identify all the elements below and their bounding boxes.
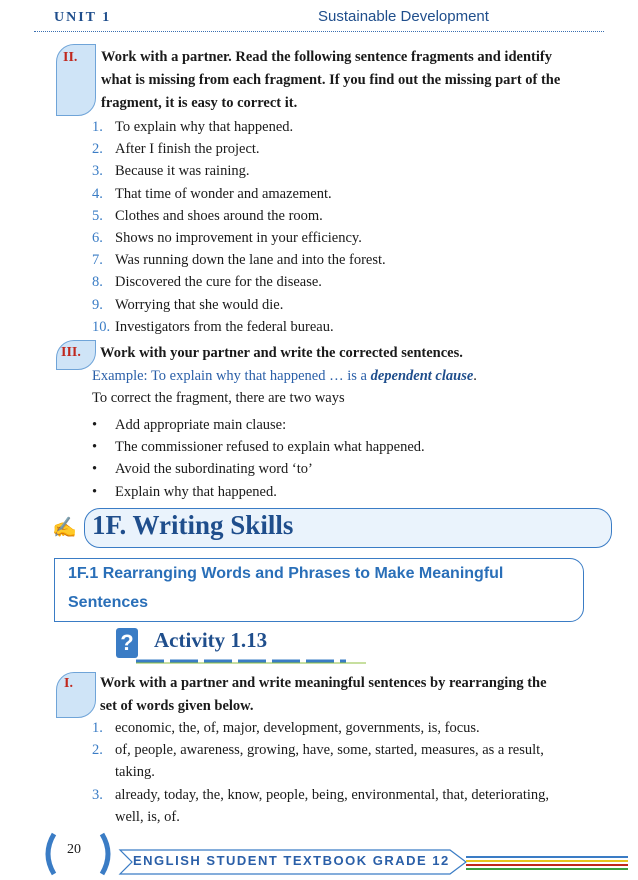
item-number: 2. [92, 141, 103, 158]
list-item [92, 160, 592, 182]
bullet-icon: • [92, 439, 98, 456]
example-line: Example: To explain why that happened … is a dependent clause. [92, 368, 477, 384]
list-item [92, 458, 592, 480]
section-label-ii: II. [63, 50, 78, 65]
correction-bullets [92, 414, 592, 503]
item-text: Worrying that she would die. [115, 296, 284, 313]
item-text: Shows no improvement in your efficiency. [115, 229, 362, 246]
list-item [92, 787, 592, 831]
page-number: 20 [67, 842, 81, 857]
item-text: The commissioner refused to explain what happened. [115, 439, 425, 456]
list-item [92, 436, 592, 458]
list-item [92, 183, 592, 205]
section-i-instruction: Work with a partner and write meaningful sentences by rearranging the set of words given below. [100, 675, 547, 714]
item-number: 10. [92, 318, 111, 335]
question-icon: ? [116, 628, 138, 658]
activity-title: Activity 1.13 [154, 628, 268, 652]
footer-title: ENGLISH STUDENT TEXTBOOK GRADE 12 [133, 853, 450, 868]
list-item [92, 316, 592, 338]
item-number: 4. [92, 185, 103, 202]
item-number: 7. [92, 252, 103, 269]
list-item [92, 481, 592, 503]
list-item [92, 742, 592, 786]
item-number: 2. [92, 742, 103, 758]
item-text: Discovered the cure for the disease. [115, 274, 322, 291]
chapter-title: Sustainable Development [318, 8, 489, 25]
item-text: economic, the, of, major, development, governments, is, focus. [115, 720, 480, 736]
item-text: Was running down the lane and into the forest. [115, 252, 386, 269]
subsection-title-line1: 1F.1 Rearranging Words and Phrases to Make Meaningful [68, 565, 504, 582]
section-ii-instruction: Work with a partner. Read the following sentence fragments and identify what is missing from each fragment. If you find out the missing part of the fragment, it is easy to correct it. [101, 49, 561, 111]
list-item [92, 414, 592, 436]
item-number: 3. [92, 163, 103, 180]
item-text: already, today, the, know, people, being, environmental, that, deteriorating, [115, 787, 550, 803]
item-number: 6. [92, 229, 103, 246]
activity-underline [136, 658, 366, 664]
item-text: That time of wonder and amazement. [115, 185, 332, 202]
item-text: Avoid the subordinating word ‘to’ [115, 461, 313, 478]
section-label-iii: III. [61, 345, 81, 360]
item-text: Add appropriate main clause: [115, 417, 287, 433]
list-item [92, 227, 592, 249]
section-iii-instruction: Work with your partner and write the corrected sentences. [100, 345, 463, 361]
section-label-i: I. [64, 676, 73, 691]
list-item [92, 205, 592, 227]
header-divider [34, 31, 604, 32]
item-number: 3. [92, 787, 103, 803]
list-item [92, 294, 592, 316]
writing-skills-title: 1F. Writing Skills [92, 510, 294, 540]
fragment-list [92, 116, 592, 338]
bullet-icon: • [92, 461, 98, 478]
item-text: taking. [115, 764, 155, 780]
item-text: Investigators from the federal bureau. [115, 318, 334, 335]
item-text: well, is, of. [115, 809, 180, 825]
list-item [92, 271, 592, 293]
unit-label: UNIT 1 [54, 10, 112, 25]
subsection-title-line2: Sentences [68, 594, 149, 611]
list-item [92, 116, 592, 138]
bullet-icon: • [92, 483, 98, 500]
item-text: Because it was raining. [115, 163, 250, 180]
list-item [92, 138, 592, 160]
item-number: 1. [92, 720, 103, 736]
item-number: 8. [92, 274, 103, 291]
writing-hand-icon: ✍ [52, 517, 77, 539]
correction-intro: To correct the fragment, there are two ways [92, 390, 345, 406]
section-tag-i [56, 672, 96, 718]
item-text: After I finish the project. [115, 141, 260, 158]
item-text: To explain why that happened. [115, 119, 294, 135]
item-number: 5. [92, 207, 103, 224]
item-text: of, people, awareness, growing, have, some, started, measures, as a result, [115, 742, 544, 758]
bullet-icon: • [92, 417, 98, 433]
item-text: Explain why that happened. [115, 483, 277, 500]
list-item [92, 249, 592, 271]
item-number: 9. [92, 296, 103, 313]
item-text: Clothes and shoes around the room. [115, 207, 323, 224]
item-number: 1. [92, 119, 103, 135]
